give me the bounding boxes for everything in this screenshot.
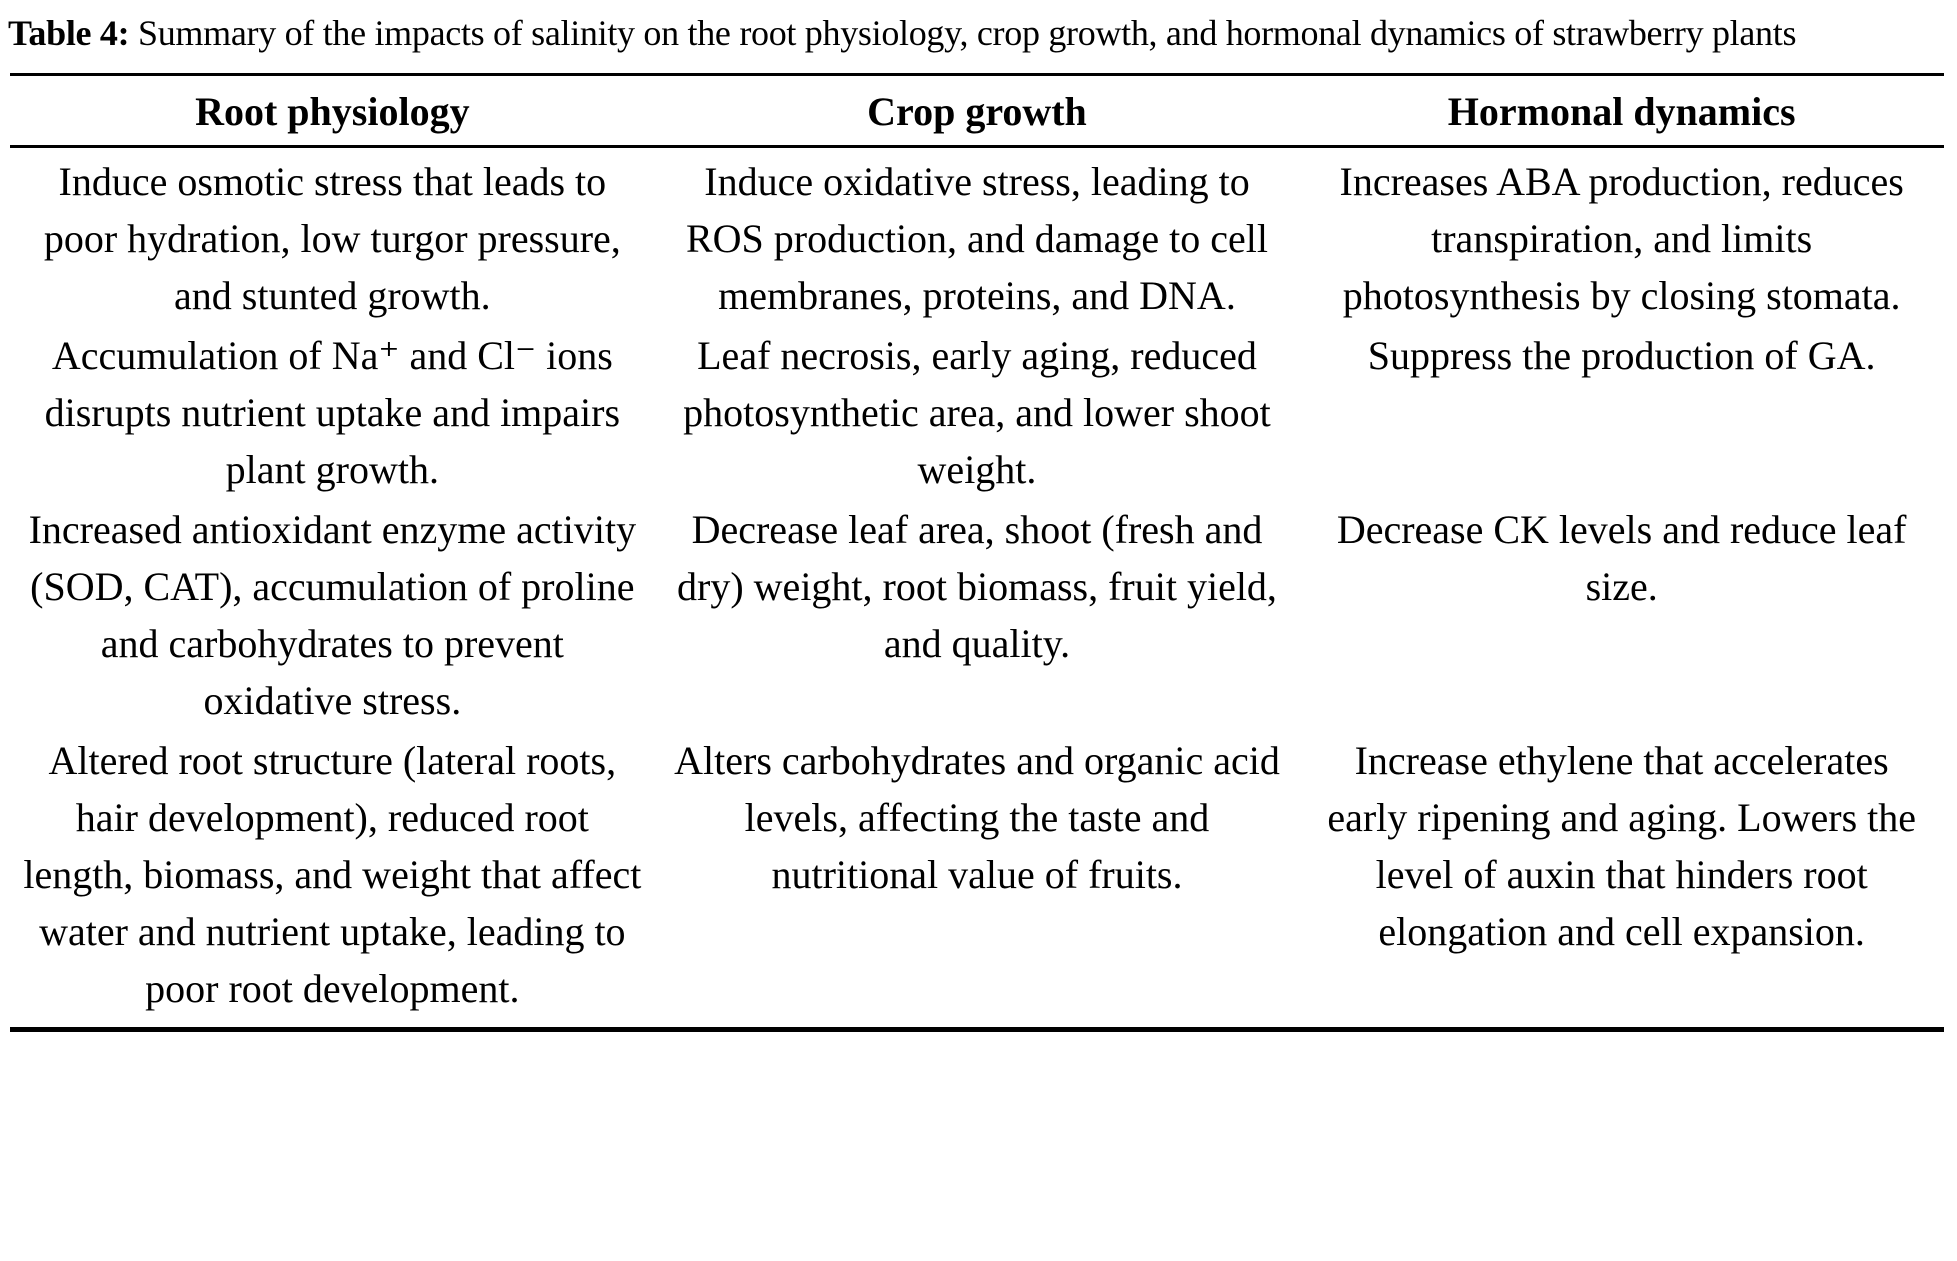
cell-root-physiology: Increased antioxidant enzyme activity (SOD, CAT), accumulation of proline and carbohydrates to prevent oxidative stress. xyxy=(28,507,637,723)
table-caption-text: Summary of the impacts of salinity on the root physiology, crop growth, and hormonal dynamics of strawberry plants xyxy=(138,13,1797,53)
cell-root-physiology: Altered root structure (lateral roots, hair development), reduced root length, biomass, and weight that affect water and nutrient uptake, leading to poor root development. xyxy=(23,738,642,1011)
table-row xyxy=(10,498,1944,729)
column-header-hormonal-dynamics: Hormonal dynamics xyxy=(1447,89,1796,134)
table-row xyxy=(10,729,1944,1017)
table-row xyxy=(10,324,1944,498)
cell-hormonal-dynamics: Increases ABA production, reduces transpiration, and limits photosynthesis by closing stomata. xyxy=(1339,159,1904,318)
cell-crop-growth: Leaf necrosis, early aging, reduced photosynthetic area, and lower shoot weight. xyxy=(683,333,1271,492)
cell-root-physiology: Induce osmotic stress that leads to poor hydration, low turgor pressure, and stunted growth. xyxy=(43,159,621,318)
cell-hormonal-dynamics: Decrease CK levels and reduce leaf size. xyxy=(1336,507,1907,609)
table-header-row xyxy=(10,76,1944,148)
table-body xyxy=(10,148,1944,1027)
cell-crop-growth: Induce oxidative stress, leading to ROS production, and damage to cell membranes, proteins, and DNA. xyxy=(685,159,1269,318)
column-header-crop-growth: Crop growth xyxy=(867,89,1087,134)
table-row xyxy=(10,150,1944,324)
cell-root-physiology: Accumulation of Na⁺ and Cl⁻ ions disrupts nutrient uptake and impairs plant growth. xyxy=(44,333,621,492)
cell-crop-growth: Alters carbohydrates and organic acid levels, affecting the taste and nutritional value of fruits. xyxy=(674,738,1280,897)
table-caption-label: Table 4: xyxy=(8,13,130,53)
column-header-root-physiology: Root physiology xyxy=(195,89,470,134)
cell-hormonal-dynamics: Increase ethylene that accelerates early ripening and aging. Lowers the level of auxin that hinders root elongation and cell expansion. xyxy=(1327,738,1917,954)
cell-hormonal-dynamics: Suppress the production of GA. xyxy=(1367,333,1876,378)
table-caption xyxy=(0,0,1957,58)
salinity-impacts-table xyxy=(10,73,1944,1032)
cell-crop-growth: Decrease leaf area, shoot (fresh and dry) weight, root biomass, fruit yield, and quality. xyxy=(677,507,1277,666)
